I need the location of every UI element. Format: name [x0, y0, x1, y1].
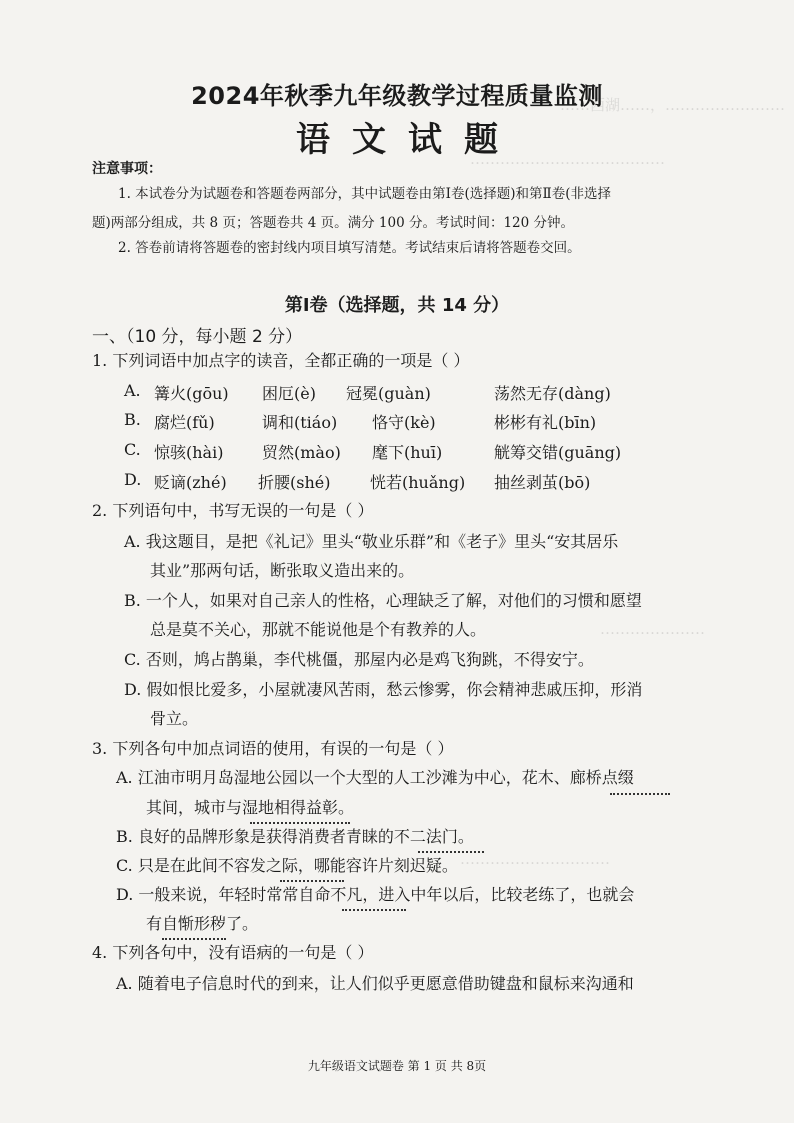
page-footer: 九年级语文试题卷 第 1 页 共 8页: [307, 1059, 487, 1073]
option-word: 麾下(huī): [372, 443, 443, 462]
option-word: 荡然无存(dàng): [494, 384, 611, 403]
option-label: A.: [124, 381, 141, 400]
option-word: 彬彬有礼(bīn): [494, 413, 597, 432]
notice-heading: 注意事项：: [92, 161, 162, 177]
notice-item-2: 2. 答卷前请将答题卷的密封线内项目填写清楚。考试结束后请将答题卷交回。: [118, 240, 581, 256]
option-word: 恍若(huǎng): [370, 473, 466, 492]
emphasis-dots: [418, 851, 484, 853]
emphasis-dots: [342, 909, 406, 911]
option-word: 调和(tiáo): [262, 413, 338, 432]
option-word: 贬谪(zhé): [154, 473, 227, 492]
question-3-option-c: C. 只是在此间不容发之际，哪能容许片刻迟疑。: [116, 856, 458, 875]
emphasis-dots: [162, 938, 226, 940]
option-word: 困厄(è): [262, 384, 316, 403]
bleed-through-text: …………………: [600, 620, 705, 638]
question-1-stem: 1. 下列词语中加点字的读音，全都正确的一项是（ ）: [92, 351, 470, 370]
question-2-option-d-line-2: 骨立。: [150, 709, 199, 728]
question-4-stem: 4. 下列各句中，没有语病的一句是（ ）: [92, 943, 374, 962]
notice-item-1-line-1: 1. 本试卷分为试题卷和答题卷两部分，其中试题卷由第Ⅰ卷(选择题)和第Ⅱ卷(非选择: [118, 186, 611, 202]
emphasis-dots: [280, 880, 344, 882]
emphasis-dots: [610, 793, 670, 795]
option-label: D.: [124, 470, 142, 489]
bleed-through-text: ……西湖……，……………………: [560, 96, 786, 114]
question-4-option-a-line-1: A. 随着电子信息时代的到来，让人们似乎更愿意借助键盘和鼠标来沟通和: [116, 974, 634, 993]
option-label: C.: [124, 440, 141, 459]
subject-title: 语文试题: [296, 120, 520, 160]
option-label: B.: [124, 410, 141, 429]
question-2-option-a-line-1: A. 我这题目，是把《礼记》里头“敬业乐群”和《老子》里头“安其居乐: [124, 532, 619, 551]
question-2-option-b-line-1: B. 一个人，如果对自己亲人的性格，心理缺乏了解，对他们的习惯和愿望: [124, 591, 642, 610]
question-3-option-d-line-2: 有自惭形秽了。: [146, 914, 259, 933]
question-2-stem: 2. 下列语句中，书写无误的一句是（ ）: [92, 501, 374, 520]
option-word: 篝火(gōu): [154, 384, 229, 403]
bleed-through-text: …………………………………: [470, 150, 665, 168]
question-2-option-b-line-2: 总是莫不关心，那就不能说他是个有教养的人。: [150, 620, 487, 639]
emphasis-dots: [250, 822, 350, 824]
option-word: 觥筹交错(guāng): [494, 443, 622, 462]
notice-item-1-line-2: 题)两部分组成，共 8 页；答题卷共 4 页。满分 100 分。考试时间：120 分钟。: [92, 215, 575, 231]
exam-title: 2024年秋季九年级教学过程质量监测: [191, 82, 603, 110]
option-word: 腐烂(fǔ): [154, 413, 215, 432]
bleed-through-text: …………………………: [460, 850, 610, 868]
question-2-option-c: C. 否则，鸠占鹊巢，李代桃僵，那屋内必是鸡飞狗跳，不得安宁。: [124, 650, 594, 669]
question-3-option-a-line-1: A. 江油市明月岛湿地公园以一个大型的人工沙滩为中心，花木、廊桥点缀: [116, 768, 634, 787]
volume-title: 第Ⅰ卷（选择题，共 14 分）: [284, 295, 510, 316]
question-3-option-d-line-1: D. 一般来说，年轻时常常自命不凡，进入中年以后，比较老练了，也就会: [116, 885, 635, 904]
section-heading: 一、（10 分，每小题 2 分）: [92, 327, 303, 347]
question-2-option-d-line-1: D. 假如恨比爱多，小屋就凄风苦雨，愁云惨雾，你会精神悲戚压抑，形消: [124, 680, 643, 699]
question-3-option-b: B. 良好的品牌形象是获得消费者青睐的不二法门。: [116, 827, 474, 846]
question-3-stem: 3. 下列各句中加点词语的使用，有误的一句是（ ）: [92, 739, 454, 758]
question-3-option-a-line-2: 其间，城市与湿地相得益彰。: [146, 798, 355, 817]
option-word: 折腰(shé): [258, 473, 331, 492]
option-word: 抽丝剥茧(bō): [494, 473, 591, 492]
option-word: 冠冕(guàn): [346, 384, 431, 403]
option-word: 惊骇(hài): [154, 443, 224, 462]
option-word: 贸然(mào): [262, 443, 341, 462]
question-2-option-a-line-2: 其业”那两句话，断张取义造出来的。: [150, 561, 415, 580]
option-word: 恪守(kè): [372, 413, 436, 432]
